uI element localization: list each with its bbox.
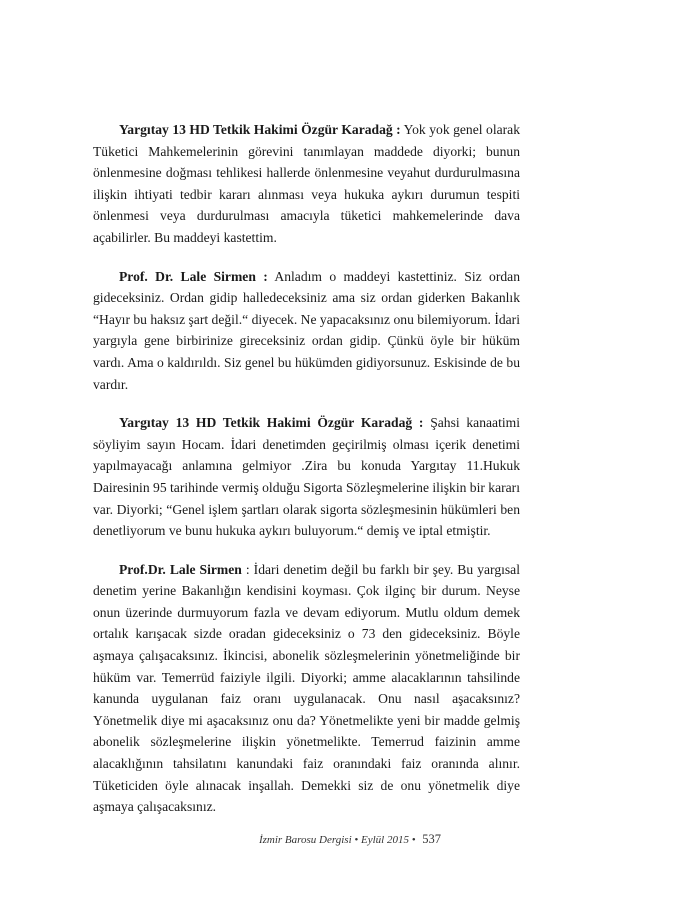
paragraph-1 [93,119,520,249]
page-footer [0,832,700,847]
paragraph-text: Yok yok genel olarak Tüketici Mahkemelerinin görevini tanımlayan maddede diyorki; bunun önlenmesine doğması tehlikesi hallerde önlenmesine veyahut durdurulmasına ilişkin ihtiyati tedbir kararı alınması veya hukuka aykırı durumun tespiti önlenmesi veya durdurulması amacıyla tüketici mahkemelerinde dava açabilirler. Bu maddeyi kastettim. [93,122,520,245]
speaker-name: Yargıtay 13 HD Tetkik Hakimi Özgür Karadağ : [119,122,401,137]
page-number: 537 [422,832,442,846]
journal-title: İzmir Barosu Dergisi • Eylül 2015 • [258,834,416,846]
body-text [93,119,520,835]
paragraph-2 [93,266,520,396]
paragraph-3 [93,412,520,542]
paragraph-text: Anladım o maddeyi kastettiniz. Siz ordan gideceksiniz. Ordan gidip halledeceksiniz ama siz ordan giderken Bakanlık “Hayır bu haksız şart değil.“ diyecek. Ne yapacaksınız onu bilemiyorum. İdari yargıyla gene birbirinize gireceksiniz ordan gidip. Çünkü öyle bir hüküm vardı. Ama o kaldırıldı. Siz genel bu hükümden gidiyorsunuz. Eskisinde de bu vardır. [93,268,520,392]
paragraph-text: Şahsi kanaatimi söyliyim sayın Hocam. İdari denetimden geçirilmiş olması içerik denetimi yapılmayacağı anlamına gelmiyor .Zira bu konuda Yargıtay 11.Hukuk Dairesinin 95 tarihinde vermiş olduğu Sigorta Sözleşmelerine ilişkin bir kararı var. Diyorki; “Genel işlem şartları olarak sigorta sözleşmesinin hükümleri ben denetliyorum ve bunu hukuka aykırı buluyorum.“ demiş ve iptal etmiştir. [93,415,520,539]
speaker-name: Yargıtay 13 HD Tetkik Hakimi Özgür Karadağ : [119,415,424,431]
speaker-name: Prof.Dr. Lale Sirmen [119,561,242,577]
speaker-name: Prof. Dr. Lale Sirmen : [119,268,268,284]
paragraph-4 [93,559,520,818]
paragraph-text: : İdari denetim değil bu farklı bir şey. Bu yargısal denetim yerine Bakanlığın kendisini koyması. Çok ilginç bir durum. Neyse onun üzerinde durmuyorum fazla ve devam ediyorum. Mutlu oldum demek ortalık karışacak sizde oradan gideceksiniz o 73 den gideceksiniz. Böyle aşmaya çalışacaksınız. İkincisi, abonelik sözleşmelerinin yönetmeliğinde bir hüküm var. Temerrüd faiziyle ilgili. Diyorki; amme alacaklarının tahsilinde kanunda uygulanan faiz oranı uygulanacak. Onu nasıl aşacaksınız? Yönetmelik diye mi aşacaksınız onu da? Yönetmelikte yeni bir madde gelmiş abonelik sözleşmelerine ilişkin yönetmelikte. Temerrud faizinin amme alacaklığının tahsilatını kanundaki faiz oranındaki faiz oranında alınır. Tüketiciden öyle alınacak inşallah. Demekki siz de onu yönetmelik diye aşmaya çalışacaksınız. [93,561,520,815]
